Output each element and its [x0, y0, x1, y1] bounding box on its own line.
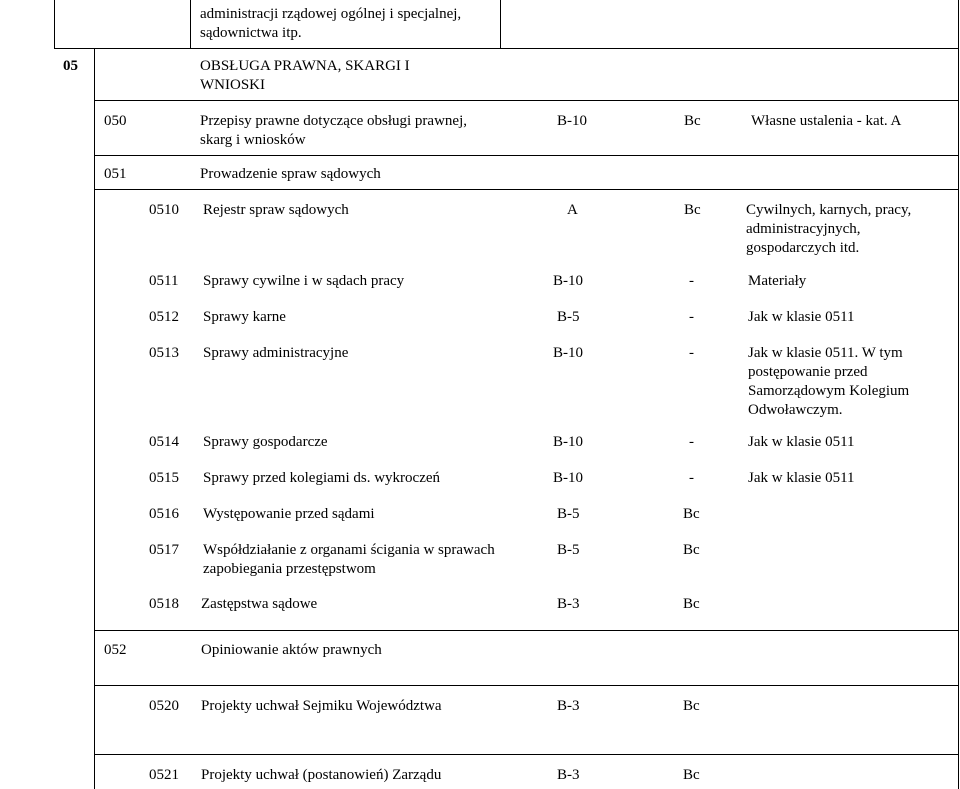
row-divider	[94, 754, 958, 755]
row-other-category: Bc	[684, 202, 701, 218]
row-title: Sprawy przed kolegiami ds. wykroczeń	[203, 470, 441, 486]
row-category: B-10	[553, 273, 583, 289]
row-remarks: Własne ustalenia - kat. A	[751, 113, 902, 129]
row-title: Rejestr spraw sądowych	[203, 202, 349, 218]
row-code: 050	[104, 113, 127, 129]
row-category: B-3	[557, 767, 580, 783]
row-title: Projekty uchwał (postanowień) Zarządu	[201, 767, 442, 783]
column-divider-code	[190, 0, 191, 48]
row-code: 0517	[149, 542, 179, 558]
row-title: administracji rządowej ogólnej i specjalnej, sądownictwa itp.	[200, 6, 462, 41]
row-category: B-5	[557, 506, 580, 522]
row-remarks: Jak w klasie 0511	[748, 470, 855, 486]
row-category: B-3	[557, 698, 580, 714]
row-code: 05	[63, 58, 78, 74]
row-divider	[94, 189, 958, 190]
row-remarks: Jak w klasie 0511. W tym postępowanie przed Samorządowym Kolegium Odwoławczym.	[748, 345, 910, 418]
table-border-left	[54, 0, 55, 48]
row-divider	[54, 48, 958, 49]
row-other-category: Bc	[683, 767, 700, 783]
row-code: 052	[104, 642, 127, 658]
row-other-category: -	[689, 434, 694, 450]
row-code: 0515	[149, 470, 179, 486]
row-other-category: Bc	[683, 542, 700, 558]
row-other-category: Bc	[683, 596, 700, 612]
table-border-left-2	[94, 48, 95, 789]
column-divider-title	[500, 0, 501, 48]
row-title: Opiniowanie aktów prawnych	[201, 642, 382, 658]
row-other-category: Bc	[683, 506, 700, 522]
row-remarks: Materiały	[748, 273, 807, 289]
row-remarks: Jak w klasie 0511	[748, 309, 855, 325]
row-code: 0520	[149, 698, 179, 714]
row-other-category: -	[689, 470, 694, 486]
row-divider	[94, 685, 958, 686]
row-divider	[94, 100, 958, 101]
row-divider	[94, 155, 958, 156]
row-category: B-10	[557, 113, 587, 129]
row-code: 0511	[149, 273, 179, 289]
row-title: Sprawy cywilne i w sądach pracy	[203, 273, 405, 289]
row-title: Prowadzenie spraw sądowych	[200, 166, 381, 182]
row-category: A	[567, 202, 578, 218]
row-other-category: -	[689, 345, 694, 361]
row-other-category: Bc	[684, 113, 701, 129]
row-title: Sprawy karne	[203, 309, 286, 325]
row-category: B-5	[557, 309, 580, 325]
row-remarks: Jak w klasie 0511	[748, 434, 855, 450]
row-title: Sprawy gospodarcze	[203, 434, 328, 450]
row-code: 0510	[149, 202, 179, 218]
table-border-right	[958, 0, 959, 789]
row-code: 0518	[149, 596, 179, 612]
row-category: B-10	[553, 345, 583, 361]
row-remarks: Cywilnych, karnych, pracy, administracyjnych, gospodarczych itd.	[746, 202, 912, 256]
row-code: 0516	[149, 506, 179, 522]
row-title: OBSŁUGA PRAWNA, SKARGI I WNIOSKI	[200, 58, 410, 93]
row-code: 0514	[149, 434, 179, 450]
row-title: Występowanie przed sądami	[203, 506, 375, 522]
row-other-category: Bc	[683, 698, 700, 714]
row-code: 0513	[149, 345, 179, 361]
row-title: Współdziałanie z organami ścigania w sprawach zapobiegania przestępstwom	[203, 542, 495, 577]
row-other-category: -	[689, 309, 694, 325]
row-title: Projekty uchwał Sejmiku Województwa	[201, 698, 442, 714]
row-code: 051	[104, 166, 127, 182]
row-category: B-10	[553, 434, 583, 450]
row-category: B-3	[557, 596, 580, 612]
row-title: Sprawy administracyjne	[203, 345, 349, 361]
row-category: B-10	[553, 470, 583, 486]
row-code: 0512	[149, 309, 179, 325]
row-other-category: -	[689, 273, 694, 289]
row-title: Zastępstwa sądowe	[201, 596, 318, 612]
row-divider	[94, 630, 958, 631]
row-title: Przepisy prawne dotyczące obsługi prawnej, skarg i wniosków	[200, 113, 467, 148]
row-code: 0521	[149, 767, 179, 783]
row-category: B-5	[557, 542, 580, 558]
